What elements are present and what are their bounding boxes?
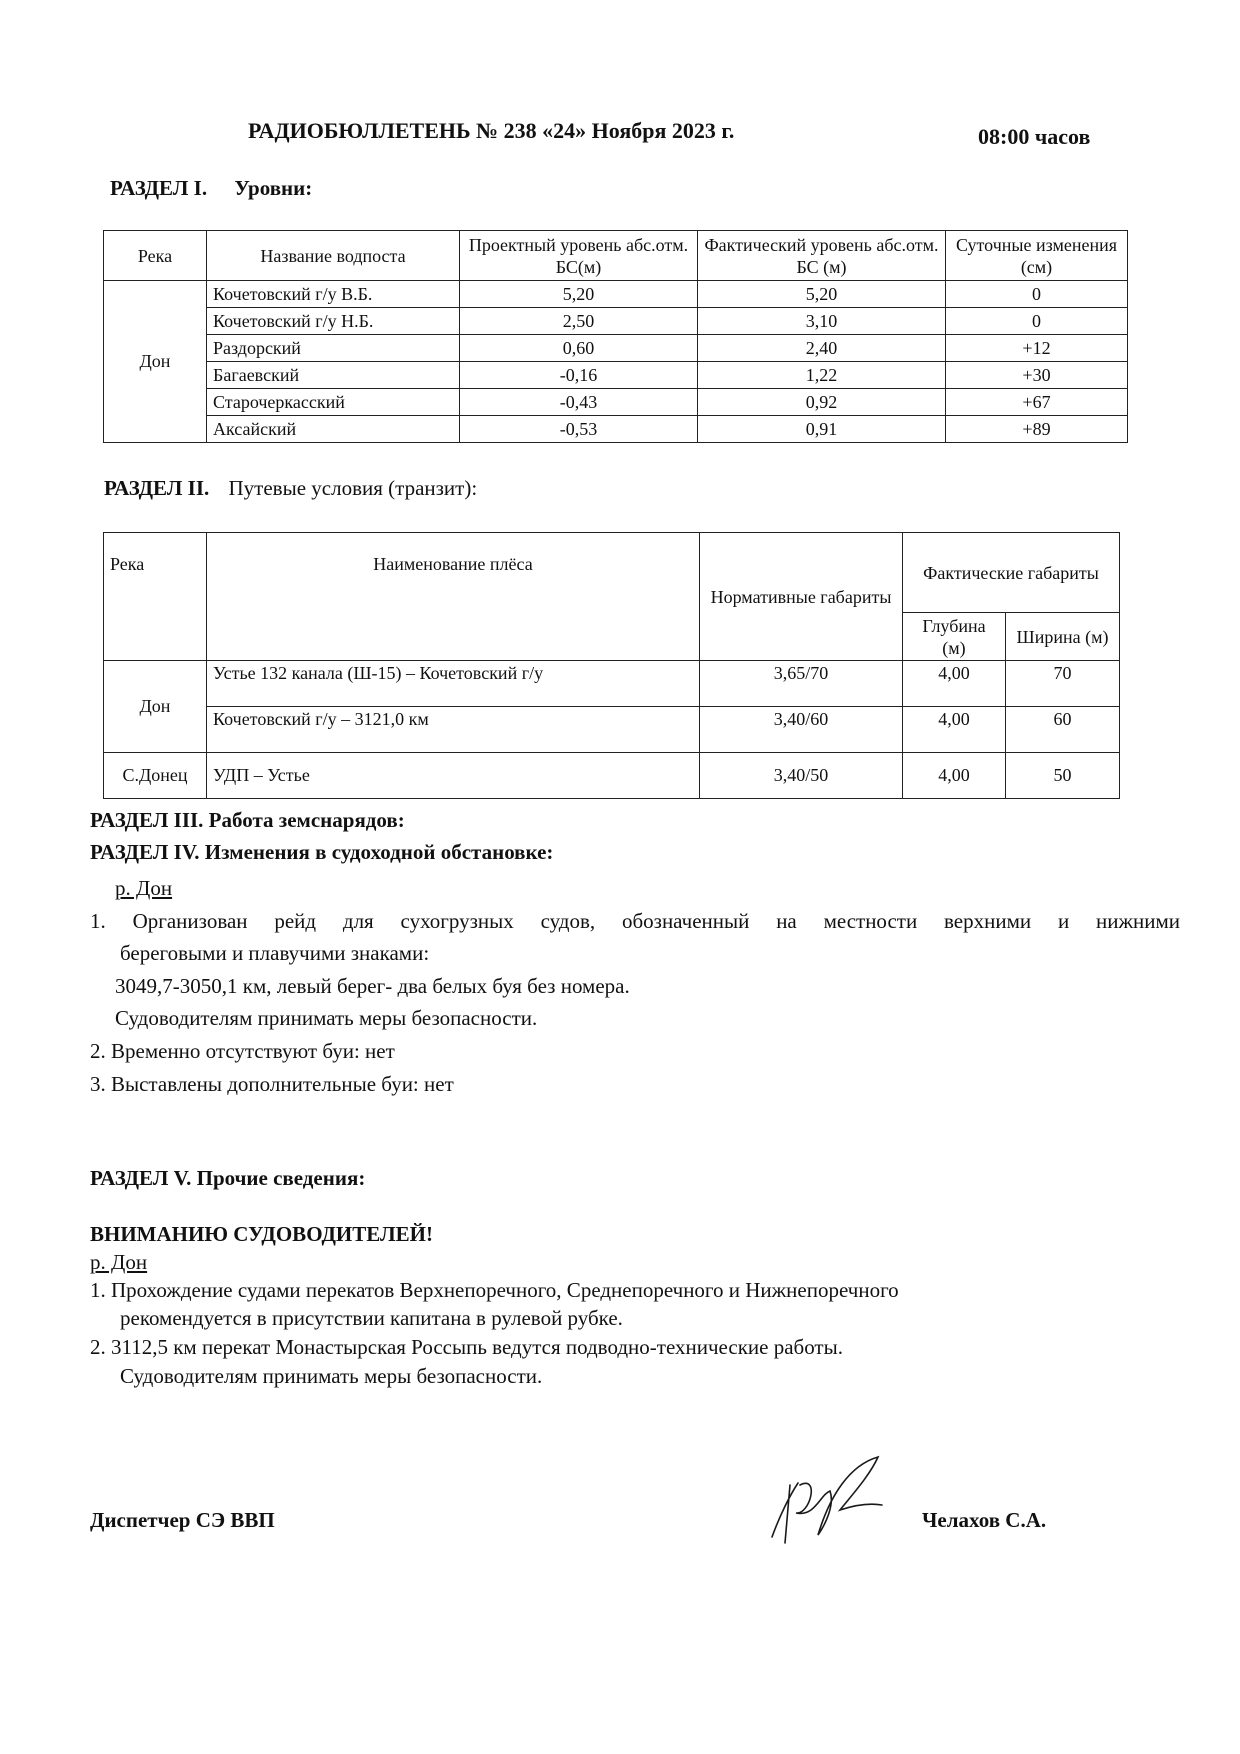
levels-project-cell: 5,20	[460, 281, 698, 308]
levels-col-fact: Фактический уровень абс.отм. БС (м)	[698, 231, 946, 281]
levels-fact-cell: 3,10	[698, 308, 946, 335]
transit-col-river: Река	[104, 533, 207, 661]
levels-table	[103, 230, 1128, 443]
section1-heading	[110, 176, 312, 201]
transit-reach-cell: УДП – Устье	[207, 753, 700, 799]
table-row	[104, 753, 1120, 799]
section4-item1-line2: береговыми и плавучими знаками:	[120, 941, 430, 965]
transit-width-cell: 70	[1006, 661, 1120, 707]
transit-depth-cell: 4,00	[903, 661, 1006, 707]
levels-change-cell: +30	[946, 362, 1128, 389]
table-row	[104, 308, 1128, 335]
transit-reach-cell: Устье 132 канала (Ш-15) – Кочетовский г/у	[207, 661, 700, 707]
section4-item1-line1: 1. Организован рейд для сухогрузных судов, обозначенный на местности верхними и нижними	[90, 909, 1180, 933]
table-row	[104, 707, 1120, 753]
attention-item1-line2: рекомендуется в присутствии капитана в рулевой рубке.	[120, 1306, 623, 1330]
transit-col-reach: Наименование плёса	[207, 533, 700, 661]
section2-label: РАЗДЕЛ II.	[104, 476, 210, 500]
levels-fact-cell: 5,20	[698, 281, 946, 308]
section2-title: Путевые условия (транзит):	[228, 476, 478, 500]
section1-title: Уровни:	[234, 176, 313, 200]
section4-title: РАЗДЕЛ IV. Изменения в судоходной обстановке:	[90, 840, 554, 864]
table-row	[104, 389, 1128, 416]
levels-post-cell: Аксайский	[207, 416, 460, 443]
levels-col-project: Проектный уровень абс.отм. БС(м)	[460, 231, 698, 281]
table-row	[104, 335, 1128, 362]
signature-image	[760, 1455, 900, 1550]
levels-change-cell: +89	[946, 416, 1128, 443]
table-row	[104, 661, 1120, 707]
table-row	[104, 362, 1128, 389]
levels-project-cell: -0,53	[460, 416, 698, 443]
dispatcher-name: Челахов С.А.	[922, 1508, 1047, 1532]
table-row	[104, 281, 1128, 308]
transit-col-width: Ширина (м)	[1006, 613, 1120, 661]
transit-header-row	[104, 533, 1120, 613]
section1-label: РАЗДЕЛ I.	[110, 176, 208, 200]
levels-post-cell: Кочетовский г/у В.Б.	[207, 281, 460, 308]
transit-reach-cell: Кочетовский г/у – 3121,0 км	[207, 707, 700, 753]
attention-item1-line1: 1. Прохождение судами перекатов Верхнепоречного, Среднепоречного и Нижнепоречного	[90, 1278, 899, 1302]
section4-river: р. Дон	[115, 876, 173, 900]
transit-river-cell: Дон	[104, 661, 207, 753]
transit-col-actual: Фактические габариты	[903, 533, 1120, 613]
levels-change-cell: 0	[946, 308, 1128, 335]
transit-col-depth: Глубина (м)	[903, 613, 1006, 661]
levels-fact-cell: 0,92	[698, 389, 946, 416]
section3-title: РАЗДЕЛ III. Работа земснарядов:	[90, 808, 405, 832]
levels-fact-cell: 1,22	[698, 362, 946, 389]
levels-project-cell: 0,60	[460, 335, 698, 362]
levels-change-cell: +67	[946, 389, 1128, 416]
levels-col-change: Суточные изменения (см)	[946, 231, 1128, 281]
levels-post-cell: Багаевский	[207, 362, 460, 389]
levels-project-cell: -0,43	[460, 389, 698, 416]
levels-post-cell: Раздорский	[207, 335, 460, 362]
transit-depth-cell: 4,00	[903, 707, 1006, 753]
levels-river-cell: Дон	[104, 281, 207, 443]
levels-post-cell: Старочеркасский	[207, 389, 460, 416]
section2-heading	[104, 476, 477, 501]
levels-fact-cell: 2,40	[698, 335, 946, 362]
transit-river-cell: С.Донец	[104, 753, 207, 799]
transit-width-cell: 50	[1006, 753, 1120, 799]
transit-norm-cell: 3,40/50	[700, 753, 903, 799]
transit-norm-cell: 3,65/70	[700, 661, 903, 707]
levels-project-cell: 2,50	[460, 308, 698, 335]
section4-item1-line3: 3049,7-3050,1 км, левый берег- два белых буя без номера.	[115, 974, 630, 998]
attention-item2-line1: 2. 3112,5 км перекат Монастырская Россыпь ведутся подводно-технические работы.	[90, 1335, 843, 1359]
bulletin-title: РАДИОБЮЛЛЕТЕНЬ № 238 «24» Ноября 2023 г.	[248, 118, 735, 143]
attention-title: ВНИМАНИЮ СУДОВОДИТЕЛЕЙ!	[90, 1222, 433, 1246]
levels-col-river: Река	[104, 231, 207, 281]
section5-title: РАЗДЕЛ V. Прочие сведения:	[90, 1166, 366, 1190]
section4-item2: 2. Временно отсутствуют буи: нет	[90, 1039, 395, 1063]
levels-col-post: Название водпоста	[207, 231, 460, 281]
levels-project-cell: -0,16	[460, 362, 698, 389]
table-row	[104, 416, 1128, 443]
attention-river: р. Дон	[90, 1250, 148, 1274]
transit-table	[103, 532, 1120, 799]
section4-item1-line4: Судоводителям принимать меры безопасности.	[115, 1006, 538, 1030]
dispatcher-role: Диспетчер СЭ ВВП	[90, 1508, 275, 1532]
section4-item3: 3. Выставлены дополнительные буи: нет	[90, 1072, 454, 1096]
levels-change-cell: 0	[946, 281, 1128, 308]
attention-item2-line2: Судоводителям принимать меры безопасности.	[120, 1364, 543, 1388]
bulletin-time: 08:00 часов	[978, 124, 1091, 149]
transit-width-cell: 60	[1006, 707, 1120, 753]
levels-fact-cell: 0,91	[698, 416, 946, 443]
transit-col-norm: Нормативные габариты	[700, 533, 903, 661]
transit-depth-cell: 4,00	[903, 753, 1006, 799]
levels-change-cell: +12	[946, 335, 1128, 362]
levels-post-cell: Кочетовский г/у Н.Б.	[207, 308, 460, 335]
levels-header-row	[104, 231, 1128, 281]
transit-norm-cell: 3,40/60	[700, 707, 903, 753]
